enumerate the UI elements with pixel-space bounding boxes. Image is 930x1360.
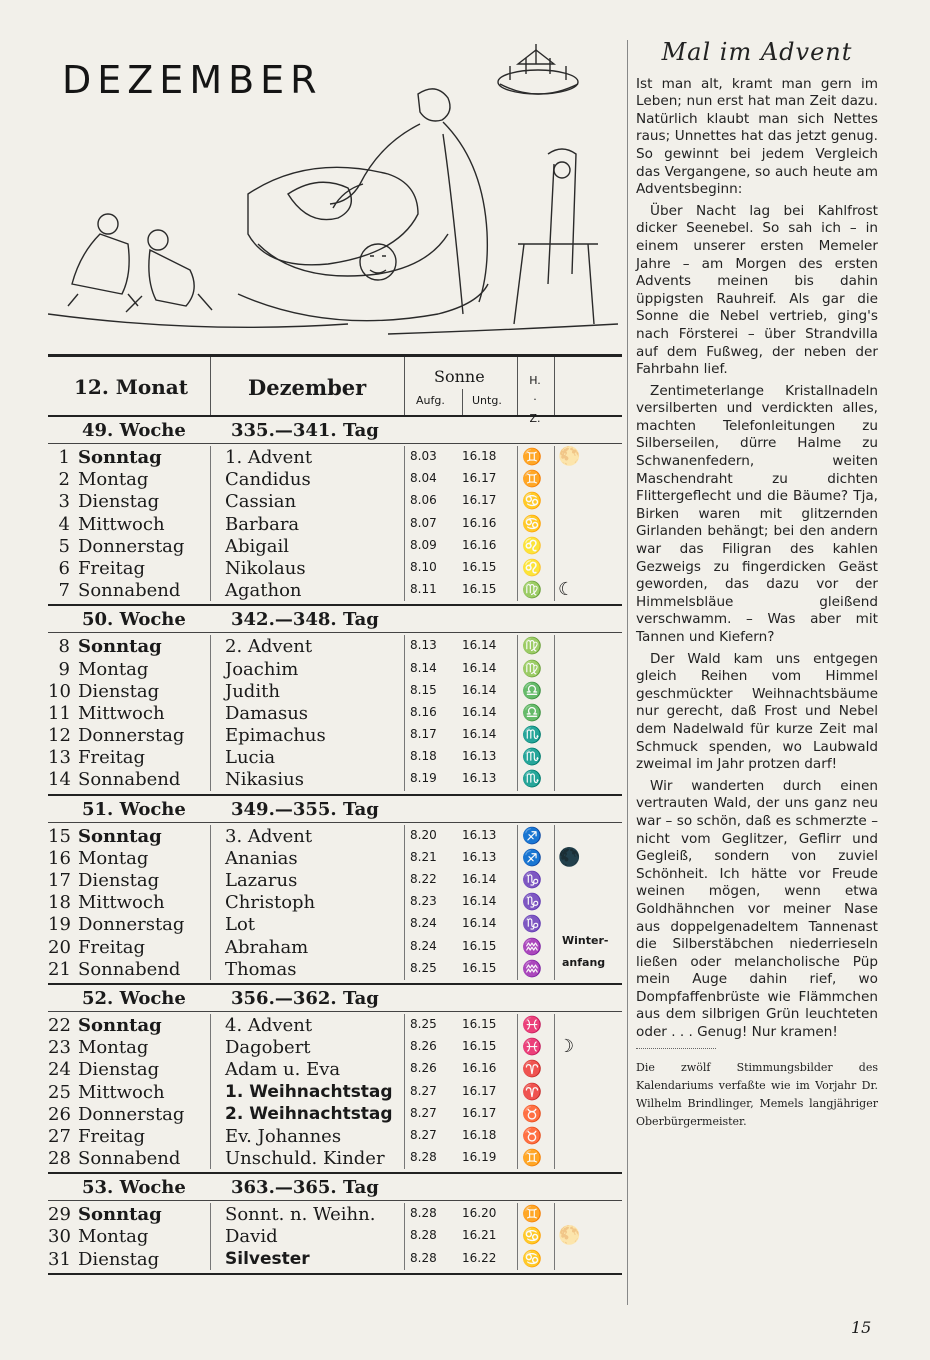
name-day: Joachim	[225, 658, 299, 680]
column-divider	[627, 40, 628, 1305]
name-day: Judith	[225, 680, 280, 702]
day-row	[48, 1203, 622, 1225]
name-day: 4. Advent	[225, 1014, 313, 1036]
header-month-name: Dezember	[248, 375, 367, 400]
sunrise-time: 8.28	[410, 1228, 437, 1243]
sunrise-time: 8.19	[410, 771, 437, 786]
sunrise-time: 8.14	[410, 660, 437, 675]
day-number: 23	[48, 1037, 71, 1059]
moon-phase-icon: 🌕	[558, 446, 581, 467]
zodiac-icon: ♏	[522, 747, 542, 767]
sunrise-time: 8.24	[410, 938, 437, 953]
day-number: 2	[58, 469, 70, 491]
weekday-name: Donnerstag	[78, 914, 185, 936]
article-body	[636, 76, 878, 1042]
week-label: 51. Woche	[82, 798, 186, 820]
weekday-name: Donnerstag	[78, 1103, 185, 1125]
name-day: David	[225, 1226, 278, 1248]
weekday-name: Montag	[78, 658, 149, 680]
article-paragraph: Ist man alt, kramt man gern im Leben; nun erst hat man Zeit dazu. Natürlich klaubt man sich Nettes raus; Unnettes hat das jetzt genug. So gewinnt bei jedem Vergleich das Vergangene, so auch heute am Adventsbeginn:	[636, 75, 878, 198]
weekday-name: Montag	[78, 847, 149, 869]
zodiac-icon: ♎	[522, 702, 542, 722]
day-row	[48, 658, 622, 680]
moon-phase-icon: ☽	[558, 1036, 575, 1058]
name-day: Agathon	[225, 580, 302, 602]
week-header	[48, 985, 622, 1012]
day-row	[48, 1014, 622, 1036]
day-number: 20	[48, 936, 71, 958]
sunrise-time: 8.20	[410, 827, 437, 842]
day-number: 22	[48, 1014, 71, 1036]
sunrise-time: 8.09	[410, 537, 437, 552]
day-number: 26	[48, 1103, 71, 1125]
day-row	[48, 1058, 622, 1080]
sunrise-time: 8.10	[410, 559, 437, 574]
sunrise-time: 8.13	[410, 638, 437, 653]
name-day: Unschuld. Kinder	[225, 1148, 385, 1170]
name-day: Thomas	[225, 958, 297, 980]
sunset-time: 16.21	[462, 1228, 497, 1243]
day-row	[48, 1248, 622, 1270]
sunrise-time: 8.26	[410, 1061, 437, 1076]
sunrise-time: 8.27	[410, 1105, 437, 1120]
zodiac-icon: ♐	[522, 825, 542, 845]
weekday-name: Sonntag	[78, 447, 162, 468]
zodiac-icon: ♋	[522, 513, 542, 533]
name-day: Abraham	[225, 936, 309, 958]
name-day: Lot	[225, 914, 256, 936]
season-note: Winter-	[562, 933, 609, 947]
day-number: 21	[48, 958, 71, 980]
article-paragraph: Zentimeterlange Kristallnadeln versilberten und verdickten alles, machten Telefonleitungen zu Silberseilen, dürre Halme zu Schwanenfedern, weiten Maschendraht zu dichten Flittergeflecht und die Bäume? Tja, Birken waren mit glitzernden Girlanden behängt; bei den andern war das Filigran des kahlen Gezweigs zu fingerdicken Geäst geworden, das dazu vor der Himmelsbläue gleißend verschwamm. – Was aber mit Tannen und Kiefern?	[636, 382, 878, 645]
sunset-time: 16.14	[462, 638, 497, 653]
sunrise-time: 8.22	[410, 872, 437, 886]
day-number: 6	[58, 557, 70, 579]
sunrise-time: 8.27	[410, 1083, 437, 1098]
zodiac-icon: ♒	[522, 936, 542, 956]
week-label: 50. Woche	[82, 609, 186, 631]
day-number: 28	[48, 1148, 71, 1170]
sunrise-time: 8.07	[410, 515, 437, 530]
zodiac-icon: ♑	[522, 914, 542, 934]
zodiac-icon: ♑	[522, 870, 542, 889]
week-label: 52. Woche	[82, 987, 186, 1009]
sunset-time: 16.14	[462, 872, 497, 886]
zodiac-icon: ♐	[522, 847, 542, 867]
day-number: 4	[58, 513, 70, 535]
day-row	[48, 847, 622, 869]
week-block	[48, 633, 622, 795]
weekday-name: Dienstag	[78, 870, 160, 891]
name-day: 2. Weihnachtstag	[225, 1103, 393, 1124]
sunset-time: 16.14	[462, 916, 497, 931]
article-paragraph: Wir wanderten durch einen vertrauten Wald, der uns ganz neu war – so schön, daß es schmerzte – nicht vom Geglitzer, Geflirr und Gegleiß, sondern von zuviel Schönheit. Ich hätte vor Freude weinen mögen, wenn etwa Goldhähnchen vor meiner Nase aus doppelgenadeltem Tannenast die Silberstäbchen niederrieseln ließen oder melancholische Püp mein Auge dahin rief, wo Dompfaffenbrüste wie Flämmchen aus dem silbrigen Grün leuchteten oder . . . Genug! Nur kramen!	[636, 777, 878, 1041]
zodiac-icon: ♌	[522, 535, 542, 555]
weekday-name: Dienstag	[78, 1059, 160, 1081]
sunrise-time: 8.28	[410, 1206, 437, 1221]
sunrise-time: 8.18	[410, 749, 437, 764]
week-label: 53. Woche	[82, 1177, 186, 1199]
calendar-header	[48, 354, 622, 425]
day-number: 5	[58, 535, 70, 557]
day-number: 16	[48, 847, 71, 869]
page-number: 15	[851, 1318, 872, 1337]
zodiac-icon: ♓	[522, 1037, 542, 1057]
weekday-name: Montag	[78, 469, 149, 491]
weekday-name: Freitag	[78, 936, 145, 958]
moon-phase-icon: ☾	[558, 579, 575, 601]
day-number: 15	[48, 825, 71, 847]
weekday-name: Sonnabend	[78, 769, 181, 791]
day-row	[48, 446, 622, 468]
week-header	[48, 606, 622, 633]
sunset-time: 16.13	[462, 749, 497, 764]
week-header	[48, 417, 622, 444]
sunset-time: 16.18	[462, 449, 497, 463]
weekday-name: Sonnabend	[78, 580, 181, 602]
moon-phase-icon: 🌑	[558, 846, 581, 868]
name-day: Christoph	[225, 892, 316, 914]
day-row	[48, 557, 622, 579]
name-day: Lazarus	[225, 870, 298, 891]
sunset-time: 16.13	[462, 771, 497, 786]
zodiac-icon: ♍	[522, 658, 542, 678]
day-number: 12	[48, 725, 71, 747]
week-day-range: 342.—348. Tag	[231, 609, 379, 631]
zodiac-icon: ♍	[522, 580, 542, 600]
weekday-name: Donnerstag	[78, 725, 185, 747]
name-day: Lucia	[225, 747, 276, 769]
article-paragraph: Über Nacht lag bei Kahlfrost dicker Seenebel. So sah ich – in einem unserer ersten Memeler Jahre – am Morgen des ersten Advents meinen bis dahin üppigsten Rauhreif. Als gar die Sonne die Nebel vertrieb, ging's nach Försterei – über Strandvilla auf dem Fußweg, der neben der Fahrbahn lief.	[636, 202, 878, 378]
sunrise-time: 8.15	[410, 682, 437, 697]
weekday-name: Mittwoch	[78, 513, 165, 535]
weekday-name: Freitag	[78, 1125, 145, 1147]
name-day: Cassian	[225, 491, 297, 513]
sunrise-time: 8.25	[410, 960, 437, 975]
sunset-time: 16.17	[462, 493, 497, 508]
sunset-time: 16.17	[462, 1083, 497, 1098]
article-footnote: Die zwölf Stimmungsbilder des Kalendariums verfaßte wie im Vorjahr Dr. Wilhelm Brindlinger, Memels langjähriger Oberbürgermeister.	[636, 1060, 878, 1128]
name-day: Silvester	[225, 1248, 310, 1269]
sunset-time: 16.15	[462, 582, 497, 597]
day-row	[48, 1036, 622, 1058]
day-number: 8	[58, 636, 70, 658]
weekday-name: Sonnabend	[78, 958, 181, 980]
week-label: 49. Woche	[82, 420, 186, 441]
sunrise-time: 8.23	[410, 894, 437, 909]
zodiac-icon: ♉	[522, 1125, 542, 1145]
name-day: Abigail	[225, 535, 290, 557]
name-day: Sonnt. n. Weihn.	[225, 1204, 376, 1226]
week-header	[48, 1174, 622, 1201]
day-row	[48, 768, 622, 790]
weekday-name: Mittwoch	[78, 892, 165, 914]
day-number: 19	[48, 914, 71, 936]
day-row	[48, 513, 622, 535]
week-block	[48, 823, 622, 985]
weeks-container	[48, 417, 622, 1275]
sunset-time: 16.22	[462, 1250, 497, 1265]
sunset-time: 16.14	[462, 727, 497, 742]
day-row	[48, 702, 622, 724]
sunrise-time: 8.16	[410, 704, 437, 719]
page-title: DEZEMBER	[62, 58, 323, 102]
weekday-name: Dienstag	[78, 680, 160, 702]
name-day: Candidus	[225, 469, 311, 491]
sunrise-time: 8.03	[410, 449, 437, 463]
name-day: Dagobert	[225, 1037, 311, 1059]
name-day: Ev. Johannes	[225, 1125, 342, 1147]
sunset-time: 16.16	[462, 537, 497, 552]
sunrise-time: 8.06	[410, 493, 437, 508]
calendar-table	[48, 354, 622, 1275]
day-row	[48, 869, 622, 891]
day-row	[48, 535, 622, 557]
weekday-name: Mittwoch	[78, 1081, 165, 1103]
name-day: Nikasius	[225, 769, 304, 791]
week-day-range: 335.—341. Tag	[231, 420, 379, 441]
name-day: Barbara	[225, 513, 300, 535]
day-row	[48, 680, 622, 702]
day-row	[48, 724, 622, 746]
sunset-time: 16.15	[462, 1016, 497, 1031]
day-row	[48, 1225, 622, 1247]
day-number: 18	[48, 892, 71, 914]
day-number: 13	[48, 747, 71, 769]
day-row	[48, 913, 622, 935]
sunset-time: 16.14	[462, 682, 497, 697]
sunrise-time: 8.24	[410, 916, 437, 931]
day-row	[48, 1125, 622, 1147]
name-day: 1. Weihnachtstag	[225, 1081, 393, 1102]
illustration-advent-scene	[48, 44, 626, 354]
header-month: 12. Monat	[74, 375, 188, 399]
sunset-time: 16.15	[462, 1039, 497, 1054]
zodiac-icon: ♏	[522, 769, 542, 789]
week-block	[48, 1201, 622, 1275]
day-row	[48, 746, 622, 768]
day-number: 25	[48, 1081, 71, 1103]
sunset-time: 16.14	[462, 660, 497, 675]
zodiac-icon: ♑	[522, 892, 542, 912]
day-number: 17	[48, 870, 71, 891]
sunset-time: 16.19	[462, 1150, 497, 1165]
sunset-time: 16.16	[462, 515, 497, 530]
sunset-time: 16.20	[462, 1206, 497, 1221]
day-row	[48, 933, 622, 958]
zodiac-icon: ♎	[522, 680, 542, 700]
day-row	[48, 1081, 622, 1103]
day-number: 10	[48, 680, 71, 702]
sunrise-time: 8.11	[410, 582, 437, 597]
zodiac-icon: ♈	[522, 1081, 542, 1101]
weekday-name: Montag	[78, 1037, 149, 1059]
zodiac-icon: ♋	[522, 491, 542, 511]
day-number: 31	[48, 1248, 71, 1270]
sunset-time: 16.15	[462, 960, 497, 975]
zodiac-icon: ♍	[522, 636, 542, 656]
day-number: 24	[48, 1059, 71, 1081]
day-row	[48, 891, 622, 913]
article	[636, 40, 878, 1131]
zodiac-icon: ♋	[522, 1248, 542, 1268]
zodiac-icon: ♉	[522, 1103, 542, 1123]
name-day: 2. Advent	[225, 636, 313, 658]
weekday-name: Freitag	[78, 557, 145, 579]
sunset-time: 16.13	[462, 827, 497, 842]
moon-phase-icon: 🌕	[558, 1225, 581, 1247]
zodiac-icon: ♊	[522, 447, 542, 466]
weekday-name: Dienstag	[78, 1248, 160, 1270]
week-block	[48, 444, 622, 606]
sunrise-time: 8.04	[410, 471, 437, 486]
article-title: Mal im Advent	[661, 38, 853, 66]
weekday-name: Dienstag	[78, 491, 160, 513]
sunrise-time: 8.21	[410, 849, 437, 864]
weekday-name: Freitag	[78, 747, 145, 769]
name-day: 3. Advent	[225, 825, 313, 847]
weekday-name: Sonnabend	[78, 1148, 181, 1170]
weekday-name: Sonntag	[78, 636, 162, 658]
zodiac-icon: ♋	[522, 1226, 542, 1246]
zodiac-icon: ♊	[522, 1148, 542, 1168]
separator	[636, 1048, 716, 1049]
week-day-range: 363.—365. Tag	[231, 1177, 379, 1199]
sunset-time: 16.18	[462, 1127, 497, 1142]
zodiac-icon: ♊	[522, 1204, 542, 1224]
header-sunrise: Aufg.	[416, 394, 445, 407]
week-header	[48, 796, 622, 823]
day-row	[48, 579, 622, 601]
name-day: 1. Advent	[225, 447, 313, 468]
sunset-time: 16.14	[462, 894, 497, 909]
sunrise-time: 8.17	[410, 727, 437, 742]
name-day: Ananias	[225, 847, 298, 869]
sunset-time: 16.15	[462, 938, 497, 953]
sunrise-time: 8.27	[410, 1127, 437, 1142]
day-row	[48, 825, 622, 847]
day-row	[48, 1147, 622, 1169]
zodiac-icon: ♓	[522, 1014, 542, 1034]
zodiac-icon: ♊	[522, 469, 542, 489]
sunset-time: 16.17	[462, 471, 497, 486]
day-number: 7	[58, 580, 70, 602]
zodiac-icon: ♏	[522, 725, 542, 745]
zodiac-icon: ♌	[522, 557, 542, 577]
season-note: anfang	[562, 955, 606, 969]
sunrise-time: 8.26	[410, 1039, 437, 1054]
sunrise-time: 8.28	[410, 1150, 437, 1165]
day-row	[48, 1103, 622, 1125]
day-number: 27	[48, 1125, 71, 1147]
name-day: Nikolaus	[225, 557, 306, 579]
header-sunset: Untg.	[472, 394, 502, 407]
article-paragraph: Der Wald kam uns entgegen gleich Reihen vom Himmel geschmückter Weihnachtsbäume nur gerecht, daß Frost und Nebel dem Nadelwald für kurze Zeit mal Schmuck spenden, wo Laubwald zweimal im Jahr protzen darf!	[636, 650, 878, 773]
weekday-name: Sonntag	[78, 1204, 162, 1226]
day-number: 30	[48, 1226, 71, 1248]
weekday-name: Donnerstag	[78, 535, 185, 557]
zodiac-icon: ♈	[522, 1059, 542, 1079]
name-day: Epimachus	[225, 725, 326, 747]
day-row	[48, 635, 622, 657]
name-day: Damasus	[225, 702, 309, 724]
week-block	[48, 1012, 622, 1174]
weekday-name: Sonntag	[78, 825, 162, 847]
sunrise-time: 8.25	[410, 1016, 437, 1031]
day-number: 1	[58, 447, 70, 468]
sunset-time: 16.14	[462, 704, 497, 719]
day-number: 14	[48, 769, 71, 791]
day-number: 11	[48, 702, 71, 724]
weekday-name: Sonntag	[78, 1014, 162, 1036]
name-day: Adam u. Eva	[225, 1059, 341, 1081]
sunset-time: 16.15	[462, 559, 497, 574]
sunset-time: 16.13	[462, 849, 497, 864]
day-row	[48, 490, 622, 512]
weekday-name: Montag	[78, 1226, 149, 1248]
day-row	[48, 468, 622, 490]
sunset-time: 16.17	[462, 1105, 497, 1120]
day-number: 9	[58, 658, 70, 680]
sunset-time: 16.16	[462, 1061, 497, 1076]
day-row	[48, 955, 622, 980]
header-sun: Sonne	[434, 367, 485, 386]
week-day-range: 356.—362. Tag	[231, 987, 379, 1009]
weekday-name: Mittwoch	[78, 702, 165, 724]
zodiac-icon: ♒	[522, 958, 542, 978]
header-zodiac: H.· Z.	[529, 374, 541, 425]
day-number: 29	[48, 1204, 71, 1226]
sunrise-time: 8.28	[410, 1250, 437, 1265]
day-number: 3	[58, 491, 70, 513]
week-day-range: 349.—355. Tag	[231, 798, 379, 820]
